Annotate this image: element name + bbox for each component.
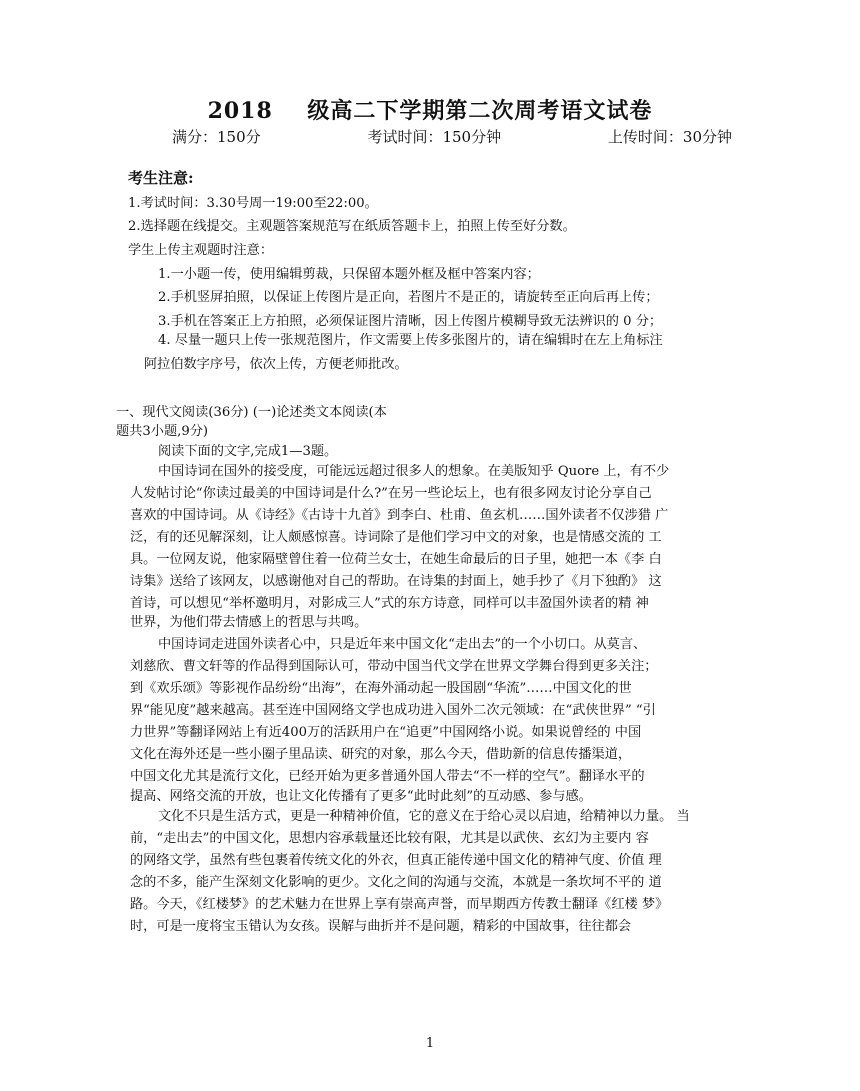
body-line: 首诗，可以想见“举杯邀明月，对影成三人”式的东方诗意，同样可以丰盈国外读者的精 神 — [130, 596, 649, 611]
body-line: 喜欢的中国诗词。从《诗经》《古诗十九首》到李白、杜甫、鱼玄机……国外读者不仅涉猎 广 — [130, 508, 669, 523]
body-line: 人发帖讨论“你读过最美的中国诗词是什么?”在另一些论坛上，也有很多网友讨论分享自己 — [130, 486, 652, 501]
notice-line: 3.手机在答案正上方拍照，必须保证图片清晰，因上传图片模糊导致无法辨识的 0 分； — [158, 314, 663, 329]
body-line: 世界，为他们带去情感上的哲思与共鸣。 — [130, 615, 368, 630]
notice-line: 学生上传主观题时注意： — [128, 243, 274, 258]
body-line: 具。一位网友说，他家隔壁曾住着一位荷兰女士，在她生命最后的日子里，她把一本《李 白 — [130, 552, 662, 567]
body-line: 文化在海外还是一些小圈子里品读、研究的对象，那么今天，借助新的信息传播渠道， — [130, 747, 632, 762]
notice-line: 阿拉伯数字序号，依次上传，方便老师批改。 — [144, 357, 408, 372]
body-line: 诗集》送给了该网友，以感谢他对自己的帮助。在诗集的封面上，她手抄了《月下独酌》 这 — [130, 574, 662, 589]
page-number: 1 — [425, 1036, 435, 1051]
instruction-line: 阅读下面的文字,完成1—3题。 — [158, 444, 338, 459]
notice-line: 1.一小题一传，使用编辑剪裁，只保留本题外框及框中答案内容； — [158, 267, 540, 282]
body-line: 到《欢乐颂》等影视作品纷纷“出海”，在海外涌动起一股国剧“华流”……中国文化的世 — [130, 681, 632, 696]
body-line: 中国诗词走进国外读者心中，只是近年来中国文化“走出去”的一个小切口。从莫言、 — [158, 637, 647, 652]
body-line: 前，“走出去”的中国文化，思想内容承载量还比较有限，尤其是以武侠、玄幻为主要内 容 — [130, 831, 649, 846]
body-line: 路。今天，《红楼梦》的艺术魅力在世界上享有崇高声誉，而早期西方传教士翻译《红楼 梦》 — [130, 897, 669, 912]
body-line: 念的不多，能产生深刻文化影响的更少。文化之间的沟通与交流，本就是一条坎坷不平的 道 — [130, 875, 662, 890]
section-heading: 题共3小题,9分) — [116, 424, 209, 439]
body-line: 的网络文学，虽然有些包裹着传统文化的外衣，但真正能传递中国文化的精神气度、价值 理 — [130, 853, 662, 868]
page-title: 2018 级高二下学期第二次周考语文试卷 — [207, 98, 653, 124]
body-line: 中国文化尤其是流行文化，已经开始为更多普通外国人带去“不一样的空气”。翻译水平的 — [130, 769, 645, 784]
exam-info-row — [172, 126, 732, 147]
exam-time: 考试时间：150分钟 — [367, 128, 502, 146]
body-line: 时，可是一度将宝玉错认为女孩。误解与曲折并不是问题，精彩的中国故事，往往都会 — [130, 919, 632, 934]
body-line: 文化不只是生活方式，更是一种精神价值，它的意义在于给心灵以启迪，给精神以力量。 当 — [158, 809, 690, 824]
body-line: 泛，有的还见解深刻，让人颇感惊喜。诗词除了是他们学习中文的对象，也是情感交流的 工 — [130, 530, 662, 545]
section-heading: 一、现代文阅读(36分) (一)论述类文本阅读(本 — [116, 405, 387, 420]
body-line: 中国诗词在国外的接受度，可能远远超过很多人的想象。在美版知乎 Quore 上，有不少 — [158, 464, 670, 479]
notice-heading: 考生注意: — [128, 169, 194, 187]
body-line: 刘慈欣、曹文轩等的作品得到国际认可，带动中国当代文学在世界文学舞台得到更多关注； — [130, 659, 658, 674]
body-line: 提高、网络交流的开放，也让文化传播有了更多“此时此刻”的互动感、参与感。 — [130, 789, 592, 804]
body-line: 力世界”等翻译网站上有近400万的活跃用户在“追更”中国网络小说。如果说曾经的 中国 — [130, 725, 642, 740]
notice-line: 4. 尽量一题只上传一张规范图片，作文需要上传多张图片的，请在编辑时在左上角标注 — [158, 333, 663, 348]
notice-line: 2.手机竖屏拍照，以保证上传图片是正向，若图片不是正的，请旋转至正向后再上传； — [158, 290, 659, 305]
full-score: 满分：150分 — [172, 128, 261, 146]
body-line: 界“能见度”越来越高。甚至连中国网络文学也成功进入国外二次元领域：在“武侠世界” “引 — [130, 703, 656, 718]
notice-line: 1.考试时间：3.30号周一19:00至22:00。 — [128, 196, 378, 211]
notice-line: 2.选择题在线提交。主观题答案规范写在纸质答题卡上，拍照上传至好分数。 — [128, 219, 576, 234]
upload-time: 上传时间：30分钟 — [607, 128, 732, 146]
